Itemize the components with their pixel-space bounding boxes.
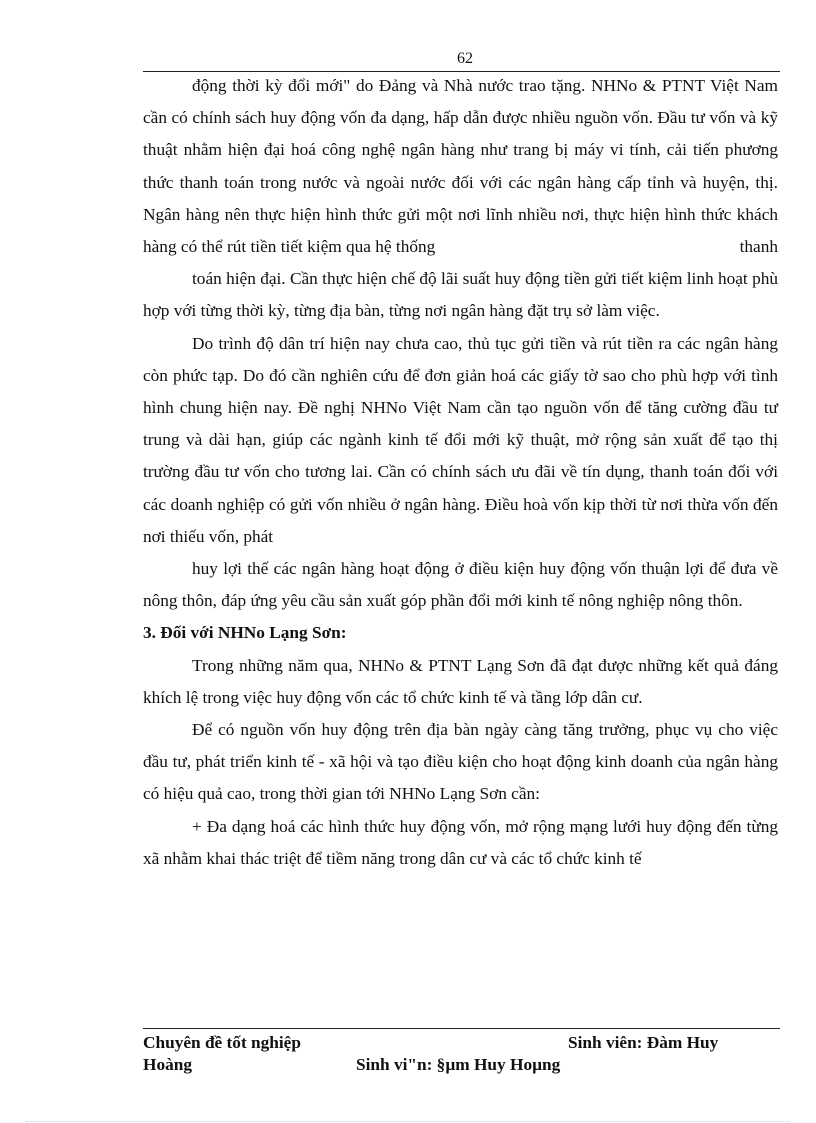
section-heading: 3. Đối với NHNo Lạng Sơn: — [143, 623, 347, 643]
document-body — [143, 70, 778, 875]
paragraph-5: Trong những năm qua, NHNo & PTNT Lạng Sơn đã đạt được những kết quả đáng khích lệ trong việc huy động vốn các tổ chức kinh tế và tầng lớp dân cư. — [143, 655, 778, 707]
paragraph-3: Do trình độ dân trí hiện nay chưa cao, thủ tục gửi tiền và rút tiền ra các ngân hàng còn phức tạp. Do đó cần nghiên cứu để đơn giản hoá các giấy tờ sao cho phù hợp với tình hình chung hiện nay. Đề nghị NHNo Việt Nam cần tạo nguồn vốn để tăng cường đầu tư trung và dài hạn, giúp các ngành kinh tế đổi mới kỹ thuật, mở rộng sản xuất để tạo thị trường đầu tư vốn cho tương lai. Cần có chính sách ưu đãi về tín dụng, thanh toán đối với các doanh nghiệp có gửi vốn nhiều ở ngân hàng. Điều hoà vốn kịp thời từ nơi thừa vốn đến nơi thiếu vốn, phát — [143, 333, 778, 546]
footer-rule — [143, 1028, 780, 1029]
footer-student-label: Sinh viên: Đàm Huy — [568, 1033, 719, 1052]
paragraph-7: + Đa dạng hoá các hình thức huy động vốn, mở rộng mạng lưới huy động đến từng xã nhằm khai thác triệt để tiềm năng trong dân cư và các tổ chức kinh tế — [143, 816, 778, 868]
paragraph-2: toán hiện đại. Cần thực hiện chế độ lãi suất huy động tiền gửi tiết kiệm linh hoạt phù hợp với từng thời kỳ, từng địa bàn, từng nơi ngân hàng đặt trụ sở làm việc. — [143, 269, 778, 321]
footer-student-garbled: Sinh vi"n: §µm Huy Hoµng — [356, 1055, 561, 1074]
paragraph-6: Để có nguồn vốn huy động trên địa bàn ngày càng tăng trưởng, phục vụ cho việc đầu tư, phát triển kinh tế - xã hội và tạo điều kiện cho hoạt động kinh doanh của ngân hàng có hiệu quả cao, trong thời gian tới NHNo Lạng Sơn cần: — [143, 720, 778, 804]
paragraph-1 — [143, 70, 778, 263]
footer-student-surname: Hoàng — [143, 1055, 192, 1074]
page-bottom-edge — [26, 1121, 790, 1122]
paragraph-1-text: động thời kỳ đổi mới" do Đảng và Nhà nước trao tặng. NHNo & PTNT Việt Nam cần có chính sách huy động vốn đa dạng, hấp dẫn được nhiều nguồn vốn. Đầu tư vốn và kỹ thuật nhằm hiện đại hoá công nghệ ngân hàng như trang bị máy vi tính, cải tiến phương thức thanh toán trong nước và ngoài nước đối với các ngân hàng cấp tỉnh và huyện, thị. Ngân hàng nên thực hiện hình thức gửi một nơi lĩnh nhiều nơi, thực hiện hình thức khách hàng có thể rút tiền tiết kiệm qua hệ thống — [143, 76, 778, 257]
footer-thesis-label: Chuyên đề tốt nghiệp — [143, 1033, 301, 1052]
paragraph-4: huy lợi thế các ngân hàng hoạt động ở điều kiện huy động vốn thuận lợi để đưa về nông thôn, đáp ứng yêu cầu sản xuất góp phần đổi mới kinh tế nông nghiệp nông thôn. — [143, 559, 778, 611]
paragraph-1-end-word: thanh — [739, 237, 778, 257]
page-number: 62 — [457, 50, 473, 67]
